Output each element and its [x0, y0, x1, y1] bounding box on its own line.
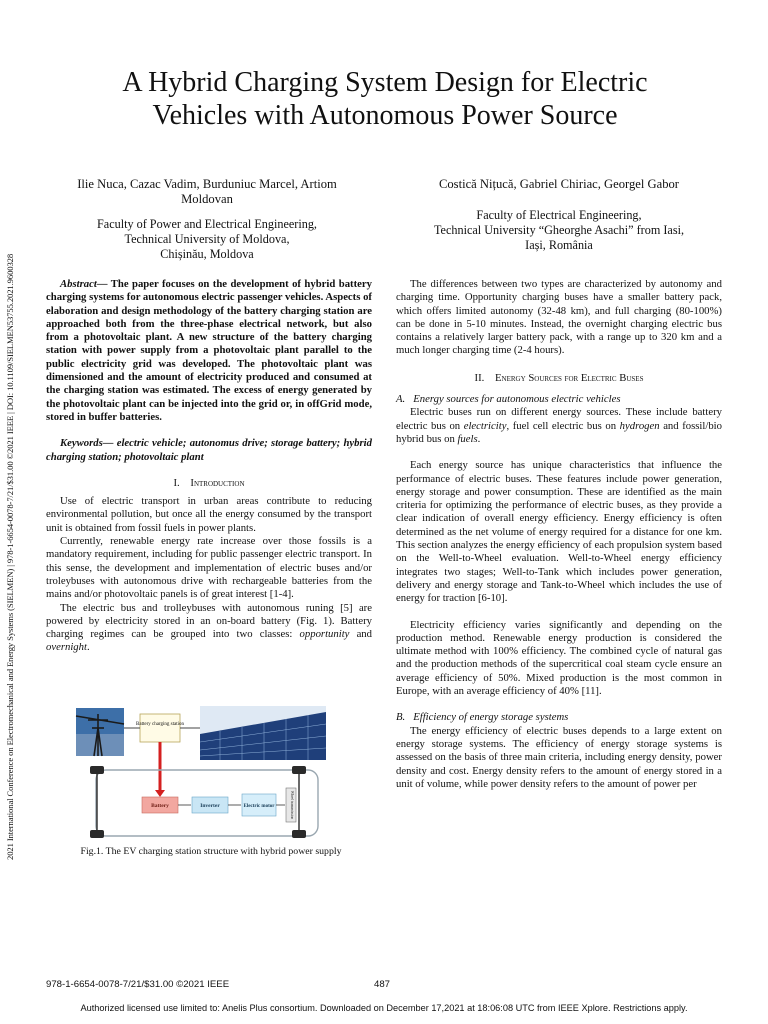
affiliation-right-line-1: Faculty of Electrical Engineering,	[476, 208, 642, 222]
charging-station-box	[140, 714, 180, 742]
page-number: 487	[374, 979, 391, 990]
term-opportunity: opportunity	[299, 628, 350, 641]
sidebar-doi	[2, 160, 18, 860]
title-line-2: Vehicles with Autonomous Power Source	[152, 100, 618, 131]
author-names-right: Costică Nițucă, Gabriel Chiriac, Georgel Gabor	[438, 177, 680, 191]
term-hydrogen: hydrogen	[619, 419, 660, 432]
affiliation-right-line-3: Iași, România	[525, 238, 593, 252]
subsection-a-paragraph-2: Each energy source has unique characteristics that influence the performance of electric buses. These features include power generation, energy storage and power consumption. These are identified as the main criteria for optimizing the performance of electric buses, as they provide a clear indication of overall energy efficiency. Energy efficiency is often determined as the net volume of energy required for a distance for one km. This section analyzes the energy efficiency of each propulsion system based on the Well-to-Wheel evaluation. Well-to-Wheel energy efficiency integrates two stages; Well-to-Tank which includes power generation, delivery and energy storage and Tank-to-Wheel which includes the use of energy for traction [6-10].	[396, 459, 722, 605]
sidebar-doi-text: 2021 International Conference on Electromechanical and Energy Systems (SIELMEN) | 978-1-6654-0078-7/21/$31.00 ©2021 IEEE | DOI: 10.1109/SIELMEN53755.2021.9600328	[5, 253, 15, 860]
wheel-transmission-label: Wheel transmission	[290, 790, 294, 820]
affiliation-line-2: Technical University of Moldova,	[124, 232, 290, 246]
section-1-number: I.	[173, 476, 180, 489]
subsection-b-title: Efficiency of energy storage systems	[413, 711, 569, 724]
subsection-a-title: Energy sources for autonomous electric vehicles	[413, 393, 621, 406]
subsection-a-heading	[396, 393, 722, 406]
term-overnight: overnight	[46, 641, 87, 654]
section-2-heading	[396, 372, 722, 385]
section-1-title: Introduction	[190, 476, 245, 489]
section-1-heading	[46, 477, 372, 490]
authors-left	[46, 177, 368, 262]
abstract-text: The paper focuses on the development of hybrid battery charging systems for autonomous electric passenger vehicles. Aspects of elaboration and design methodology of the battery charging station are approached both from the three-phase electrical network, but also from a photovoltaic plant. A new structure of the battery charging station with power supply from a photovoltaic plant parallel to the public electricity grid was developed. The photovoltaic plant was dimensioned and the amount of electricity produced and consumed at the charging station was estimated. The excess of energy generated by the photovoltaic plant can be injected into the grid or, in offGrid mode, stored in buffer batteries.	[46, 278, 372, 423]
subsection-a-paragraph-3: Electricity efficiency varies significantly and depending on the production method. Renewable energy production is considered the ultimate method with 100% efficiency. The combined cycle of natural gas and the production methods of the supercritical coal steam cycle ensure an average efficiency of 50%. Mixed production is the most common in Europe, with an average efficiency of 40% [11].	[396, 618, 722, 698]
keywords	[46, 437, 372, 464]
charging-station-label-text: Battery charging station	[136, 722, 184, 727]
keywords-text: electric vehicle; autonomus drive; storage battery; hybrid charging station; photovoltaic plant	[46, 437, 372, 463]
right-column	[396, 278, 722, 791]
author-names-line-2: Moldovan	[181, 192, 233, 206]
affiliation-right-line-2: Technical University “Gheorghe Asachi” from Iasi,	[433, 223, 685, 237]
abstract-label: Abstract—	[60, 278, 108, 290]
authors-right	[396, 177, 722, 253]
battery-label: Battery	[151, 803, 169, 809]
intro-paragraph-2: Currently, renewable energy rate increase over those fossils is a mandatory requirement, including for public passenger electric transport. In this sense, the development and implementation of electric buses and/or troleybuses with autonomous drive with rechargeable batteries from the mains and/or photovoltaic panels is of great interest [1-4].	[46, 535, 372, 601]
right-paragraph-1: The differences between two types are characterized by autonomy and charging time. Opportunity charging buses have a smaller battery pack, which offers limited autonomy (32-48 km), and full charging (80-100%) can be done in 5-10 minutes. Instead, the overnight charging electric bus contains a relatively larger battery pack, with a range up to 320 km and a much longer charging time (2-4 hours).	[396, 278, 722, 357]
electric-motor-label: Electric motor	[243, 804, 275, 809]
license-notice: Authorized licensed use limited to: Anelis Plus consortium. Downloaded on December 17,2021 at 18:06:08 UTC from IEEE Xplore. Restrictions apply.	[80, 1003, 688, 1013]
charging-arrow-head	[155, 790, 165, 797]
subsection-b-paragraph-1: The energy efficiency of electric buses depends to a large extent on energy storage systems. The efficiency of energy storage systems is assessed on the basis of three main criteria, including energy density, power density and cost. Energy density refers to the amount of energy stored in a unit of volume, while power density refers to the amount of power per	[396, 724, 722, 790]
subsection-a-label: A.	[396, 393, 406, 406]
charging-station-label	[136, 722, 184, 727]
abstract	[46, 278, 372, 424]
subsection-b-heading	[396, 711, 722, 724]
subsection-b-label: B.	[396, 711, 406, 724]
intro-paragraph-1: Use of electric transport in urban areas contribute to reducing environmental pollution, but once all the energy consumed by the transport unit is obtained from fossil fuels in power plants.	[46, 495, 372, 534]
term-electricity: electricity	[463, 419, 507, 432]
author-names-line-1: Ilie Nuca, Cazac Vadim, Burduniuc Marcel, Artiom	[77, 177, 337, 191]
keywords-label: Keywords—	[60, 437, 114, 450]
left-column	[46, 278, 372, 655]
intro-paragraph-3: The electric bus and trolleybuses with autonomous runing [5] are powered by electricity stored in an on-board battery (Fig. 1). Battery charging regimes can be grouped into two classes: opportunity and overnight.	[46, 601, 372, 654]
term-fuels: fuels	[457, 432, 478, 445]
inverter-label: Inverter	[200, 803, 220, 809]
figure-1-diagram	[70, 704, 330, 842]
figure-1-caption: Fig.1. The EV charging station structure with hybrid power supply	[80, 846, 342, 857]
title-line-1: A Hybrid Charging System Design for Electric	[122, 67, 648, 98]
paper-title	[40, 66, 730, 132]
section-2-title: Energy Sources for Electric Buses	[495, 371, 644, 384]
affiliation-line-1: Faculty of Power and Electrical Engineering,	[97, 217, 317, 231]
affiliation-line-3: Chișinău, Moldova	[160, 247, 254, 261]
subsection-a-paragraph-1: Electric buses run on different energy sources. These include battery electric bus on electricity, fuel cell electric bus on hydrogen and fossil/bio hybrid bus on fuels.	[396, 406, 722, 445]
footer-isbn: 978-1-6654-0078-7/21/$31.00 ©2021 IEEE	[46, 979, 230, 990]
section-2-number: II.	[474, 371, 485, 384]
